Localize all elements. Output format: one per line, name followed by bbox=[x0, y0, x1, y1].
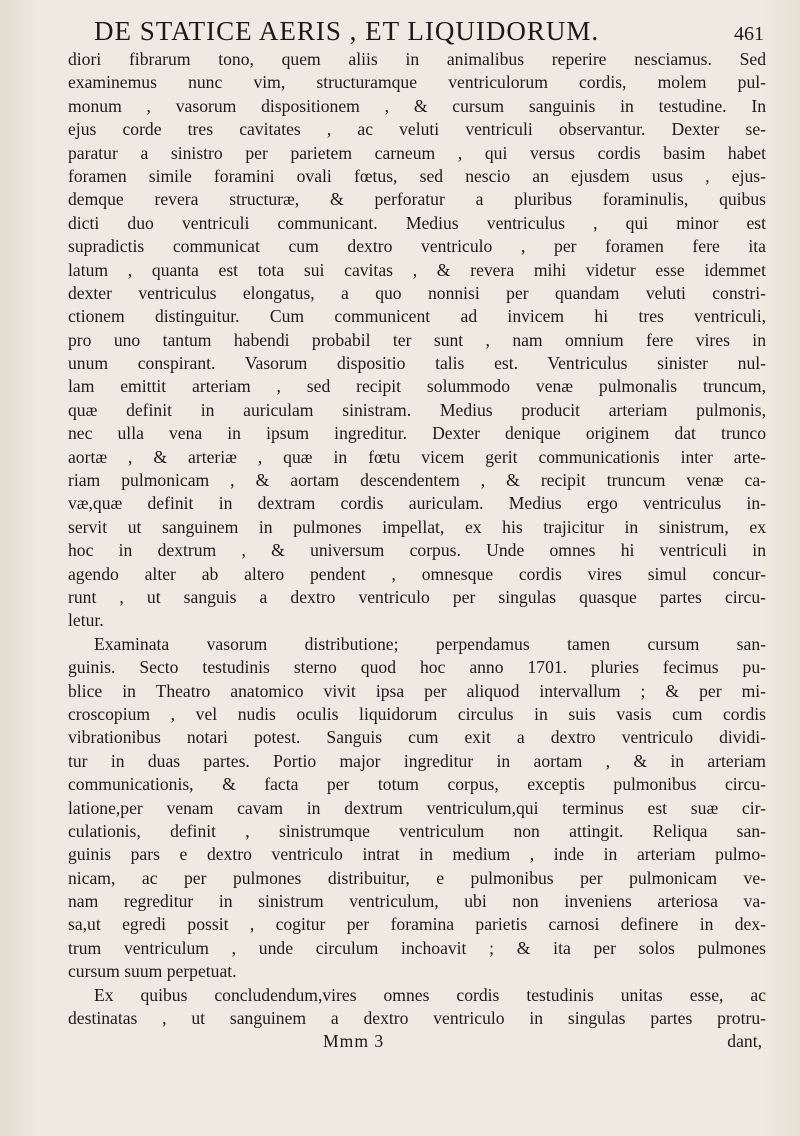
text-line: diori fibrarum tono, quem aliis in animalibus reperire nesciamus. Sed bbox=[68, 49, 766, 69]
text-line: culationis, definit , sinistrumque ventriculum non attingit. Reliqua san- bbox=[68, 820, 766, 841]
text-line: demque revera structuræ, & perforatur a pluribus foraminulis, quibus bbox=[68, 189, 766, 210]
text-line: guinis. Secto testudinis sterno quod hoc anno 1701. pluries fecimus pu- bbox=[68, 657, 766, 678]
text-line: ctionem distinguitur. Cum communicent ad invicem hi tres ventriculi, bbox=[68, 306, 766, 327]
page-number: 461 bbox=[734, 23, 764, 45]
text-line: cursum suum perpetuat. bbox=[68, 961, 237, 982]
text-line: hoc in dextrum , & universum corpus. Unde omnes hi ventriculi in bbox=[68, 540, 766, 561]
text-line: tur in duas partes. Portio major ingreditur in aortam , & in arteriam bbox=[68, 750, 766, 771]
page-footer bbox=[68, 1030, 766, 1053]
text-line: unum conspirant. Vasorum dispositio talis est. Ventriculus sinister nul- bbox=[68, 353, 766, 374]
running-head bbox=[68, 16, 766, 48]
text-line: agendo alter ab altero pendent , omnesque cordis vires simul concur- bbox=[68, 563, 766, 584]
text-line: examinemus nunc vim, structuramque ventriculorum cordis, molem pul- bbox=[68, 72, 766, 93]
text-line: servit ut sanguinem in pulmones impellat, ex his trajicitur in sinistrum, ex bbox=[68, 516, 766, 537]
text-line: riam pulmonicam , & aortam descendentem , & recipit truncum venæ ca- bbox=[68, 470, 766, 491]
text-line: croscopium , vel nudis oculis liquidorum circulus in suis vasis cum cordis bbox=[68, 703, 766, 724]
paragraph-start: Examinata vasorum distributione; perpendamus tamen cursum san- bbox=[94, 633, 766, 654]
text-line: latione,per venam cavam in dextrum ventriculum,qui terminus est suæ cir- bbox=[68, 797, 766, 818]
body-text bbox=[68, 48, 766, 1030]
text-line: væ,quæ definit in dextram cordis auriculam. Medius ergo ventriculus in- bbox=[68, 493, 766, 514]
text-line: nicam, ac per pulmones distribuitur, e pulmonibus per pulmonicam ve- bbox=[68, 867, 766, 888]
running-title: DE STATICE AERIS , ET LIQUIDORUM. bbox=[94, 16, 600, 46]
catchword: dant, bbox=[727, 1031, 762, 1052]
text-line: supradictis communicat cum dextro ventriculo , per foramen fere ita bbox=[68, 236, 766, 257]
paragraph-start: Ex quibus concludendum,vires omnes cordis testudinis unitas esse, ac bbox=[94, 984, 766, 1005]
text-line: quæ definit in auriculam sinistram. Medius producit arteriam pulmonis, bbox=[68, 399, 766, 420]
text-line: runt , ut sanguis a dextro ventriculo per singulas quasque partes circu- bbox=[68, 586, 766, 607]
text-line: trum ventriculum , unde circulum inchoavit ; & ita per solos pulmones bbox=[68, 937, 766, 958]
text-line: dicti duo ventriculi communicant. Medius ventriculus , qui minor est bbox=[68, 212, 766, 233]
text-line: destinatas , ut sanguinem a dextro ventriculo in singulas partes protru- bbox=[68, 1008, 766, 1029]
text-line: monum , vasorum dispositionem , & cursum sanguinis in testudine. In bbox=[68, 95, 766, 116]
text-line: blice in Theatro anatomico vivit ipsa per aliquod intervallum ; & per mi- bbox=[68, 680, 766, 701]
text-line: paratur a sinistro per parietem carneum , qui versus cordis basim habet bbox=[68, 142, 766, 163]
text-line: ejus corde tres cavitates , ac veluti ventriculi observantur. Dexter se- bbox=[68, 119, 766, 140]
text-line: latum , quanta est tota sui cavitas , & revera mihi videtur esse idemmet bbox=[68, 259, 766, 280]
text-line: lam emittit arteriam , sed recipit solummodo venæ pulmonalis truncum, bbox=[68, 376, 766, 397]
text-line: nam regreditur in sinistrum ventriculum, ubi non inveniens arteriosa va- bbox=[68, 891, 766, 912]
text-line: guinis pars e dextro ventriculo intrat in medium , inde in arteriam pulmo- bbox=[68, 844, 766, 865]
text-line: vibrationibus notari potest. Sanguis cum exit a dextro ventriculo dividi- bbox=[68, 727, 766, 748]
text-line: letur. bbox=[68, 610, 104, 631]
text-line: nec ulla vena in ipsum ingreditur. Dexter denique originem dat trunco bbox=[68, 423, 766, 444]
text-line: sa,ut egredi possit , cogitur per foramina parietis carnosi definere in dex- bbox=[68, 914, 766, 935]
signature-mark: Mmm 3 bbox=[323, 1031, 385, 1052]
text-line: dexter ventriculus elongatus, a quo nonnisi per quandam veluti constri- bbox=[68, 282, 766, 303]
text-line: communicationis, & facta per totum corpus, exceptis pulmonibus circu- bbox=[68, 774, 766, 795]
text-line: aortæ , & arteriæ , quæ in fœtu vicem gerit communicationis inter arte- bbox=[68, 446, 766, 467]
text-line: pro uno tantum habendi probabil ter sunt , nam omnium fere vires in bbox=[68, 329, 766, 350]
text-line: foramen simile foramini ovali fœtus, sed nescio an ejusdem usus , ejus- bbox=[68, 165, 766, 186]
